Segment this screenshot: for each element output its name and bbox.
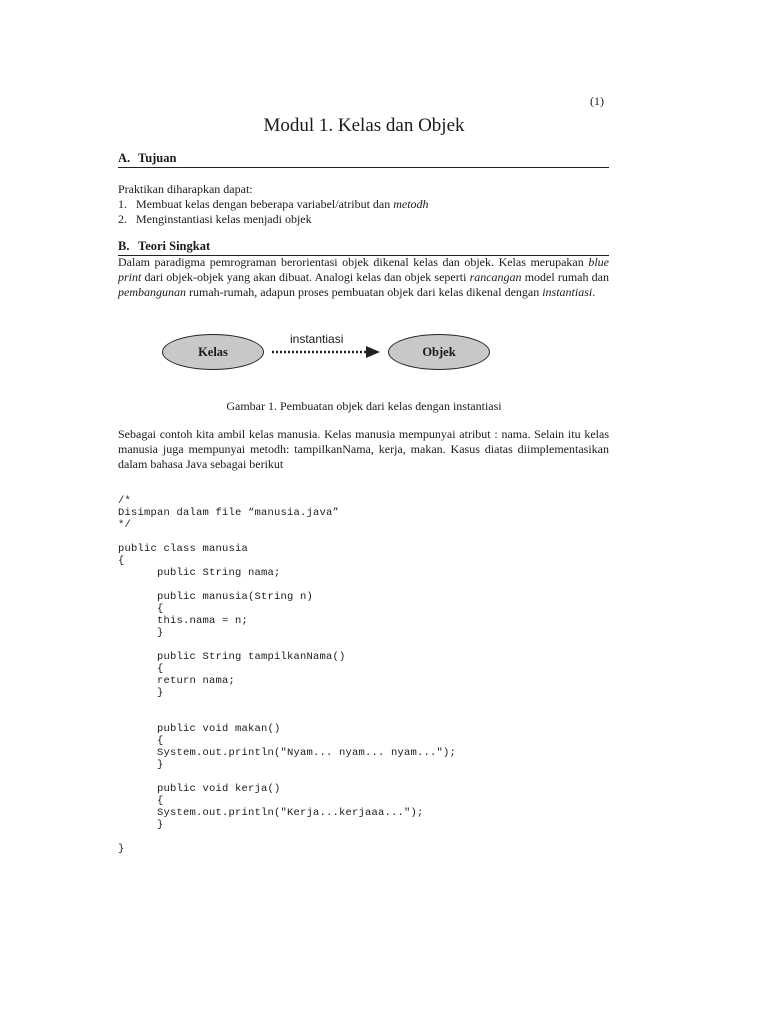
theory-emphasis-instantiasi: instantiasi xyxy=(542,285,593,299)
figure-caption: Gambar 1. Pembuatan objek dari kelas dengan instantiasi xyxy=(226,399,502,413)
section-a-number: A. xyxy=(118,151,131,165)
theory-paragraph xyxy=(118,255,609,300)
theory-text-2: dari objek-objek yang akan dibuat. Analogi kelas dan objek seperti xyxy=(141,270,470,284)
theory-text-5: . xyxy=(592,285,596,299)
page-number: (1) xyxy=(590,94,604,108)
section-b-number: B. xyxy=(118,239,130,253)
theory-emphasis-blue-print: blue print xyxy=(118,255,609,284)
objective-item-2-text: Menginstantiasi kelas menjadi objek xyxy=(136,212,312,226)
section-a-title: Tujuan xyxy=(138,151,177,165)
code-listing: /* Disimpan dalam file “manusia.java” */ public class manusia { public String nama; public manusia(String n) { this.nama = n; } public String tampilkanNama() { return nama; } public void makan() { System.out.println("Nyam... nyam... nyam..."); } public void kerja() { System.out.println("Kerja...kerjaaa..."); } } xyxy=(118,495,457,855)
section-b-heading xyxy=(118,239,609,256)
theory-text-4: rumah-rumah, adapun proses pembuatan objek dari kelas dikenal dengan xyxy=(186,285,543,299)
objective-item-1-text: Membuat kelas dengan beberapa variabel/atribut dan xyxy=(136,197,394,211)
objective-item-1-number: 1. xyxy=(118,197,127,211)
section-a-intro: Praktikan diharapkan dapat: xyxy=(118,182,253,196)
kelas-node: Kelas xyxy=(162,334,264,370)
objective-item-2-number: 2. xyxy=(118,212,127,226)
arrow-head-icon xyxy=(366,346,380,358)
section-a-body xyxy=(118,182,609,227)
section-b-title: Teori Singkat xyxy=(138,239,211,253)
theory-emphasis-rancangan: rancangan xyxy=(469,270,522,284)
objective-item-2 xyxy=(118,212,609,227)
page-title: Modul 1. Kelas dan Objek xyxy=(263,115,465,136)
instantiation-diagram xyxy=(160,328,500,376)
theory-emphasis-pembangunan: pembangunan xyxy=(118,285,186,299)
arrow-label: instantiasi xyxy=(290,332,344,346)
example-paragraph: Sebagai contoh kita ambil kelas manusia. Kelas manusia mempunyai atribut : nama. Selain itu kelas manusia juga mempunyai metodh: tampilkanNama, kerja, makan. Kasus diatas diimplementasikan dalam bahasa Java sebagai berikut xyxy=(118,427,609,471)
objective-item-1-emphasis: metodh xyxy=(393,197,429,211)
theory-text-1: Dalam paradigma pemrograman berorientasi objek dikenal kelas dan objek. Kelas merupakan xyxy=(118,255,589,269)
objek-node: Objek xyxy=(388,334,490,370)
objective-item-1 xyxy=(118,197,609,212)
section-a-heading xyxy=(118,151,609,168)
theory-text-3: model rumah dan xyxy=(521,270,609,284)
